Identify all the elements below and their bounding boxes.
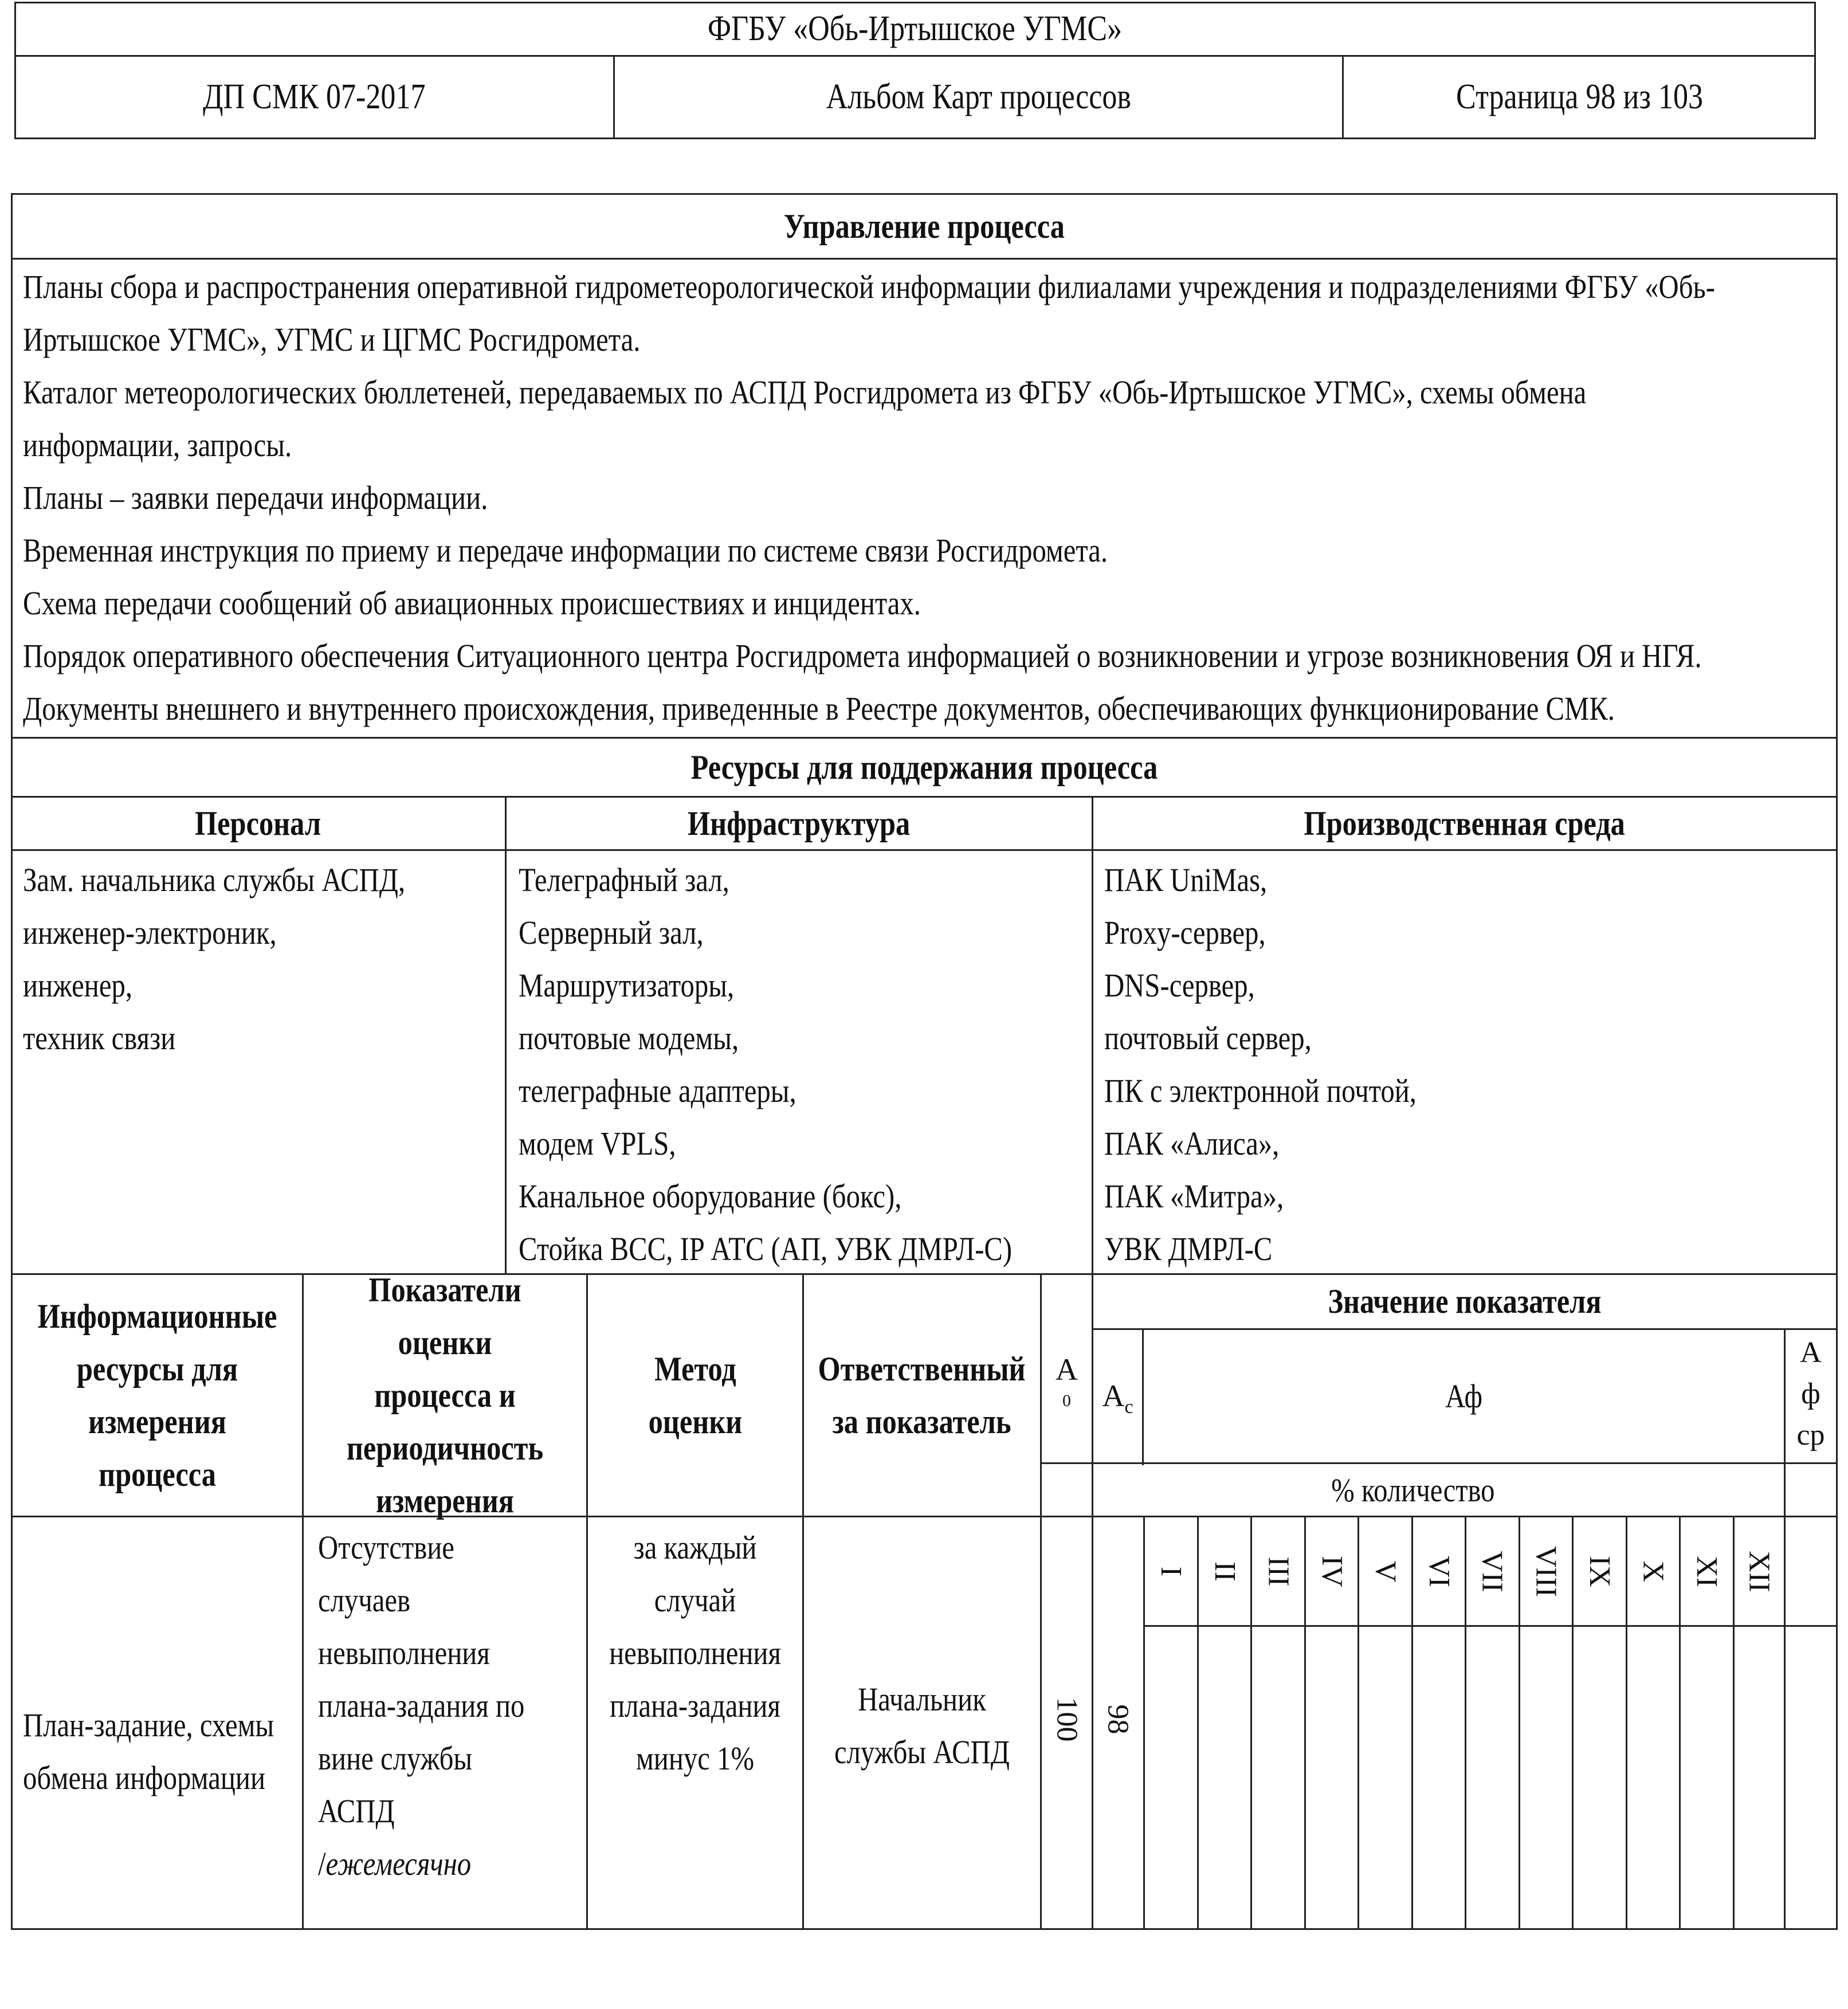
a0-letter: А [1056, 1352, 1078, 1387]
environment-list [1104, 854, 1476, 1276]
org-name: ФГБУ «Обь-Иртышское УГМС» [708, 9, 1123, 48]
list-item: DNS-сервер, [1104, 967, 1255, 1004]
month-label: II [1208, 1561, 1241, 1582]
list-item: ПК с электронной почтой, [1104, 1072, 1417, 1109]
control-line: Порядок оперативного обеспечения Ситуационного центра Росгидромета информацией о возникновении и угрозе возникновения ОЯ и НГЯ. [23, 637, 1702, 674]
month-label: VII [1476, 1550, 1509, 1592]
period-text: ежемесячно [325, 1845, 472, 1882]
row-line: вине службы [318, 1740, 473, 1777]
row-line: обмена информации [23, 1759, 266, 1796]
control-line: Документы внешнего и внутреннего происхождения, приведенные в Реестре документов, обеспечивающих функционирование СМК. [23, 690, 1615, 727]
control-line: Планы сбора и распространения оперативной гидрометеорологической информации филиалами учреждения и подразделениями ФГБУ «Обь- [23, 268, 1715, 305]
row-line: случай [654, 1582, 736, 1619]
month-label: VI [1422, 1555, 1455, 1587]
row-line: случаев [318, 1582, 411, 1619]
header-line: оценки [648, 1403, 742, 1441]
list-item: модем VPLS, [519, 1125, 676, 1162]
personnel-list [23, 854, 478, 1065]
row-line: невыполнения [609, 1634, 781, 1671]
control-line: Иртышское УГМС», УГМС и ЦГМС Росгидромета. [23, 321, 641, 358]
row-line: плана-задания по [318, 1687, 525, 1724]
header-line: периодичность [346, 1429, 544, 1467]
list-item: Канальное оборудование (бокс), [519, 1178, 902, 1215]
a0-value: 100 [1050, 1697, 1083, 1741]
row-line: службы АСПД [834, 1733, 1010, 1771]
column-environment: Производственная среда [1304, 804, 1626, 842]
header-value: Значение показателя [1328, 1282, 1602, 1320]
row-line: минус 1% [635, 1740, 755, 1777]
list-item: Телеграфный зал, [519, 861, 729, 898]
header-line: за показатель [833, 1403, 1011, 1441]
ac-subscript: с [1124, 1396, 1133, 1418]
header-responsible [798, 1343, 1045, 1448]
row-line: План-задание, схемы [23, 1706, 274, 1744]
header-info-resources [13, 1290, 302, 1501]
row-indicator [318, 1521, 564, 1890]
header-af: Аф [1445, 1378, 1482, 1415]
list-item: Proxy-сервер, [1104, 914, 1266, 951]
ac-value: 98 [1101, 1704, 1134, 1734]
header-method [639, 1343, 751, 1448]
list-item: Зам. начальника службы АСПД, [23, 861, 406, 898]
row-line: за каждый [633, 1529, 757, 1566]
column-personnel: Персонал [194, 804, 321, 842]
a0-subscript: 0 [1062, 1391, 1071, 1410]
row-info-resources [23, 1699, 322, 1804]
list-item: ПАК «Алиса», [1104, 1125, 1280, 1162]
row-line: невыполнения [318, 1634, 490, 1671]
row-line: плана-задания [610, 1687, 780, 1724]
list-item: ПАК «Митра», [1104, 1178, 1284, 1215]
control-title: Управление процесса [783, 207, 1065, 245]
row-responsible [804, 1673, 1040, 1779]
list-item: инженер, [23, 967, 133, 1004]
header-ac [1093, 1378, 1142, 1418]
header-line: Информационные [37, 1297, 277, 1335]
list-item: ПАК UniMas, [1104, 861, 1268, 898]
control-line: Схема передачи сообщений об авиационных происшествиях и инцидентах. [23, 584, 921, 622]
header-line: Показатели оценки [368, 1271, 521, 1361]
row-line: Начальник [858, 1681, 986, 1718]
page-number: Страница 98 из 103 [1455, 77, 1704, 116]
header-afcp [1786, 1332, 1836, 1456]
column-infrastructure: Инфраструктура [688, 804, 911, 842]
row-line: Отсутствие [318, 1529, 454, 1566]
period-slash: / [318, 1845, 326, 1882]
month-label: IV [1315, 1555, 1348, 1587]
document-code: ДП СМК 07-2017 [202, 77, 426, 116]
afcp-line: А [1800, 1336, 1822, 1369]
album-title: Альбом Карт процессов [826, 77, 1131, 116]
row-line: АСПД [318, 1792, 395, 1830]
header-line: ресурсы для [76, 1350, 238, 1388]
month-label: XII [1743, 1550, 1776, 1592]
header-line: процесса и [374, 1376, 516, 1414]
list-item: почтовые модемы, [519, 1019, 739, 1057]
list-item: техник связи [23, 1019, 176, 1057]
control-line: Временная инструкция по приему и передаче информации по системе связи Росгидромета. [23, 532, 1108, 569]
month-label: III [1261, 1556, 1294, 1586]
header-indicators [304, 1264, 586, 1527]
header-line: измерения [375, 1482, 515, 1520]
month-label: V [1369, 1560, 1402, 1582]
control-line: Планы – заявки передачи информации. [23, 479, 488, 516]
row-period [318, 1838, 524, 1890]
list-item: Стойка ВСС, IP АТС (АП, УВК ДМРЛ-С) [519, 1230, 1013, 1268]
list-item: Маршрутизаторы, [519, 967, 735, 1004]
ac-letter: А [1102, 1379, 1125, 1413]
header-line: Метод [654, 1350, 736, 1388]
afcp-line: ф [1801, 1378, 1820, 1410]
list-item: почтовый сервер, [1104, 1019, 1312, 1057]
header-a0 [1042, 1352, 1092, 1415]
list-item: УВК ДМРЛ-С [1104, 1230, 1273, 1268]
month-label: X [1637, 1560, 1670, 1582]
month-label: XI [1690, 1555, 1723, 1587]
month-label: VIII [1529, 1545, 1563, 1597]
control-line: Каталог метеорологических бюллетеней, передаваемых по АСПД Росгидромета из ФГБУ «Обь-Иртышское УГМС», схемы обмена [23, 374, 1587, 411]
header-line: измерения процесса [88, 1403, 227, 1493]
row-method [588, 1521, 802, 1785]
list-item: Серверный зал, [519, 914, 704, 951]
month-label: I [1154, 1566, 1187, 1576]
month-label: IX [1583, 1555, 1616, 1587]
control-line: информации, запросы. [23, 426, 292, 464]
header-percent: % количество [1331, 1471, 1495, 1509]
infrastructure-list [519, 854, 1106, 1276]
afcp-line: ср [1796, 1419, 1825, 1451]
list-item: инженер-электроник, [23, 914, 277, 951]
list-item: телеграфные адаптеры, [519, 1072, 797, 1109]
control-text [23, 261, 1848, 735]
resources-title: Ресурсы для поддержания процесса [690, 748, 1158, 786]
header-line: Ответственный [818, 1350, 1026, 1388]
